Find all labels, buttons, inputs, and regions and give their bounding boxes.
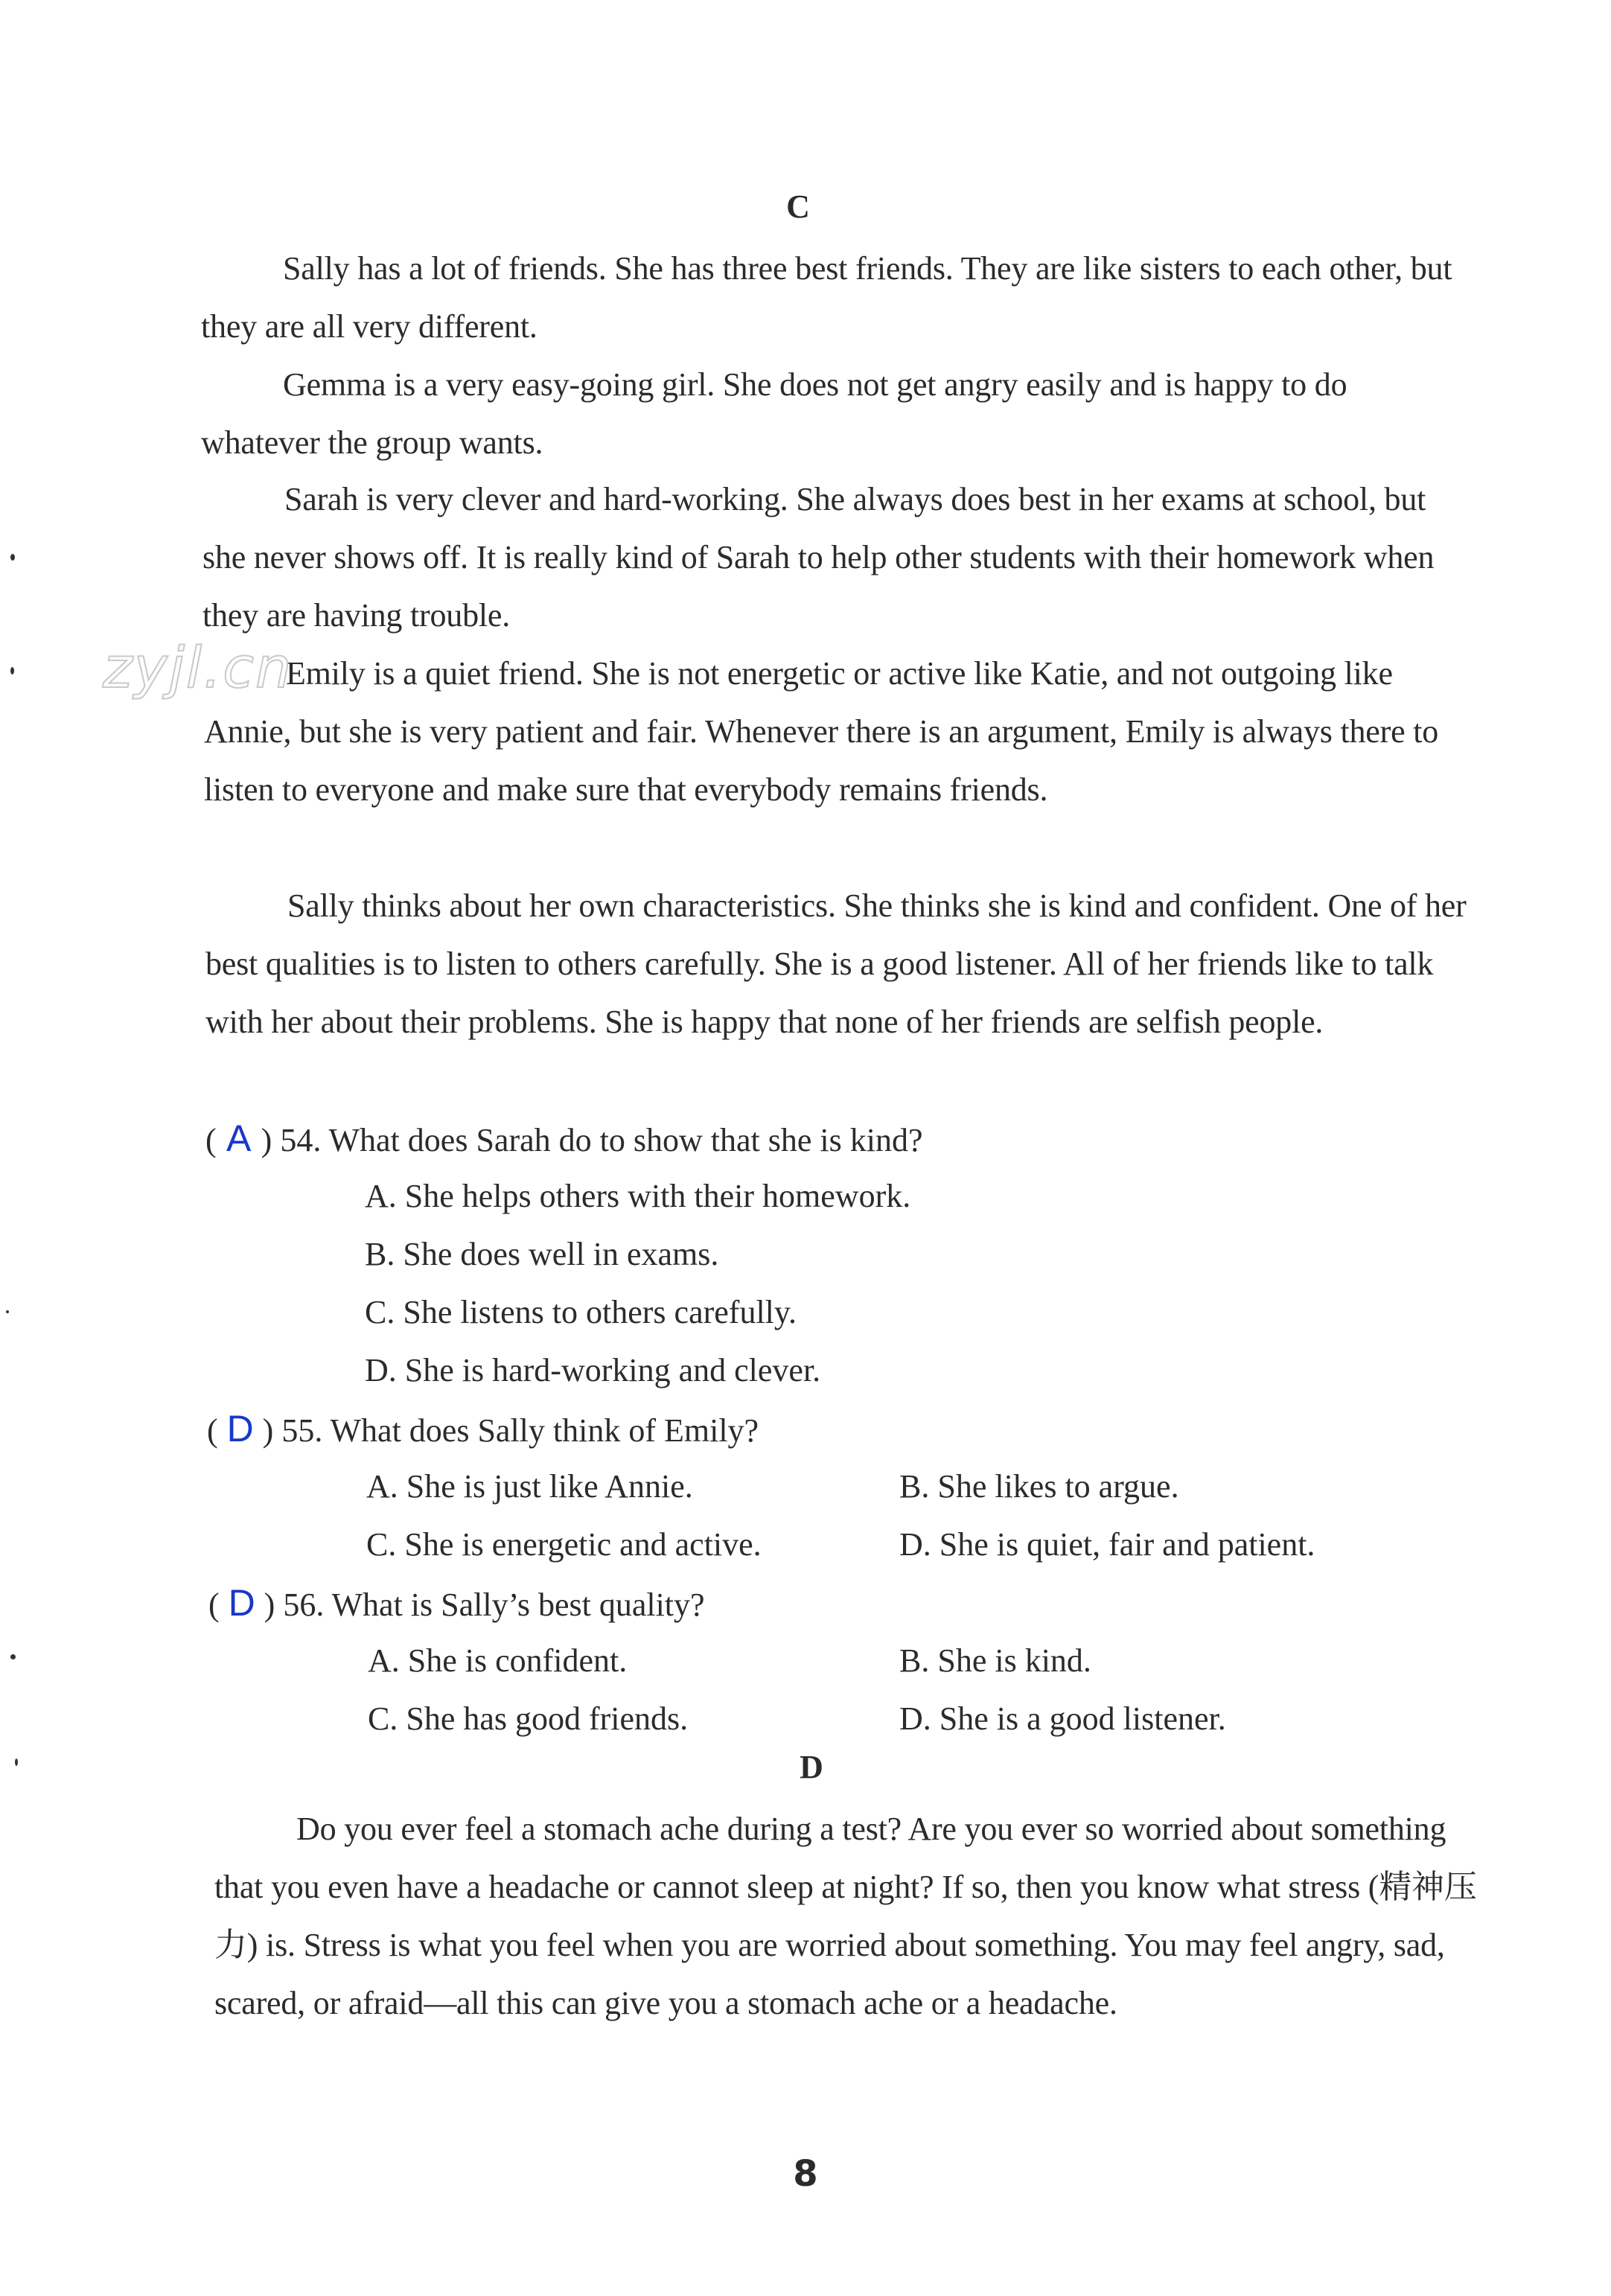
answer-close-paren: ) bbox=[262, 1412, 274, 1449]
question-55 bbox=[207, 1400, 759, 1460]
q55-option-b: B. She likes to argue. bbox=[899, 1468, 1179, 1505]
question-54-text: 54. What does Sarah do to show that she is kind? bbox=[280, 1122, 923, 1158]
scan-speck bbox=[10, 667, 14, 675]
q55-option-d: D. She is quiet, fair and patient. bbox=[899, 1526, 1315, 1563]
scan-speck bbox=[6, 1310, 9, 1313]
q55-option-c: C. She is energetic and active. bbox=[366, 1526, 762, 1563]
answer-close-paren: ) bbox=[264, 1587, 275, 1623]
answer-open-paren: ( bbox=[208, 1587, 220, 1623]
answer-55: D bbox=[226, 1408, 254, 1450]
q56-option-b: B. She is kind. bbox=[899, 1642, 1091, 1679]
q56-option-a: A. She is confident. bbox=[368, 1642, 628, 1679]
question-55-text: 55. What does Sally think of Emily? bbox=[281, 1412, 759, 1449]
q54-option-c: C. She listens to others carefully. bbox=[365, 1294, 797, 1330]
passage-c-paragraph-4: Emily is a quiet friend. She is not energetic or active like Katie, and not outgoing like Annie, but she is very patient and fair. Whenever there is an argument, Emily is always there to listen to everyone and make sure that everybody remains friends. bbox=[204, 655, 1439, 808]
question-56 bbox=[208, 1574, 705, 1634]
q54-option-b: B. She does well in exams. bbox=[365, 1236, 719, 1272]
scan-speck bbox=[15, 1758, 18, 1766]
q55-option-a: A. She is just like Annie. bbox=[366, 1468, 693, 1505]
answer-close-paren: ) bbox=[261, 1122, 272, 1158]
answer-56: D bbox=[228, 1582, 255, 1624]
page-number: 8 bbox=[793, 2153, 818, 2195]
q56-option-d: D. She is a good listener. bbox=[899, 1700, 1226, 1737]
passage-c-paragraph-2: Gemma is a very easy-going girl. She does not get angry easily and is happy to do whatever the group wants. bbox=[201, 366, 1347, 461]
passage-d-paragraph-1: Do you ever feel a stomach ache during a test? Are you ever so worried about something that you even have a headache or cannot sleep at night? If so, then you know what stress (精神压力) is. Stress is what you feel when you are worried about something. You may feel angry, sad, scared, or afraid—all this can give you a stomach ache or a headache. bbox=[214, 1811, 1477, 2021]
passage-c-paragraph-1: Sally has a lot of friends. She has three best friends. They are like sisters to each other, but they are all very different. bbox=[201, 250, 1452, 345]
section-c-title: C bbox=[786, 188, 810, 225]
answer-open-paren: ( bbox=[207, 1412, 218, 1449]
zyjl-watermark: zyjl.cn bbox=[103, 634, 293, 701]
question-56-text: 56. What is Sally’s best quality? bbox=[283, 1587, 705, 1623]
answer-54: A bbox=[226, 1117, 252, 1159]
passage-c-paragraph-5: Sally thinks about her own characteristics. She thinks she is kind and confident. One of her best qualities is to listen to others carefully. She is a good listener. All of her friends like to talk with her about their problems. She is happy that none of her friends are selfish people. bbox=[205, 887, 1467, 1040]
q54-option-d: D. She is hard-working and clever. bbox=[365, 1352, 821, 1388]
answer-open-paren: ( bbox=[205, 1122, 217, 1158]
q56-option-c: C. She has good friends. bbox=[368, 1700, 689, 1737]
scan-speck bbox=[10, 1654, 16, 1659]
q54-option-a: A. She helps others with their homework. bbox=[365, 1178, 911, 1214]
scan-speck bbox=[10, 554, 15, 561]
question-54 bbox=[205, 1109, 923, 1170]
passage-c-paragraph-3: Sarah is very clever and hard-working. She always does best in her exams at school, but she never shows off. It is really kind of Sarah to help other students with their homework when they are having trouble. bbox=[202, 481, 1435, 634]
section-d-title: D bbox=[800, 1749, 823, 1785]
